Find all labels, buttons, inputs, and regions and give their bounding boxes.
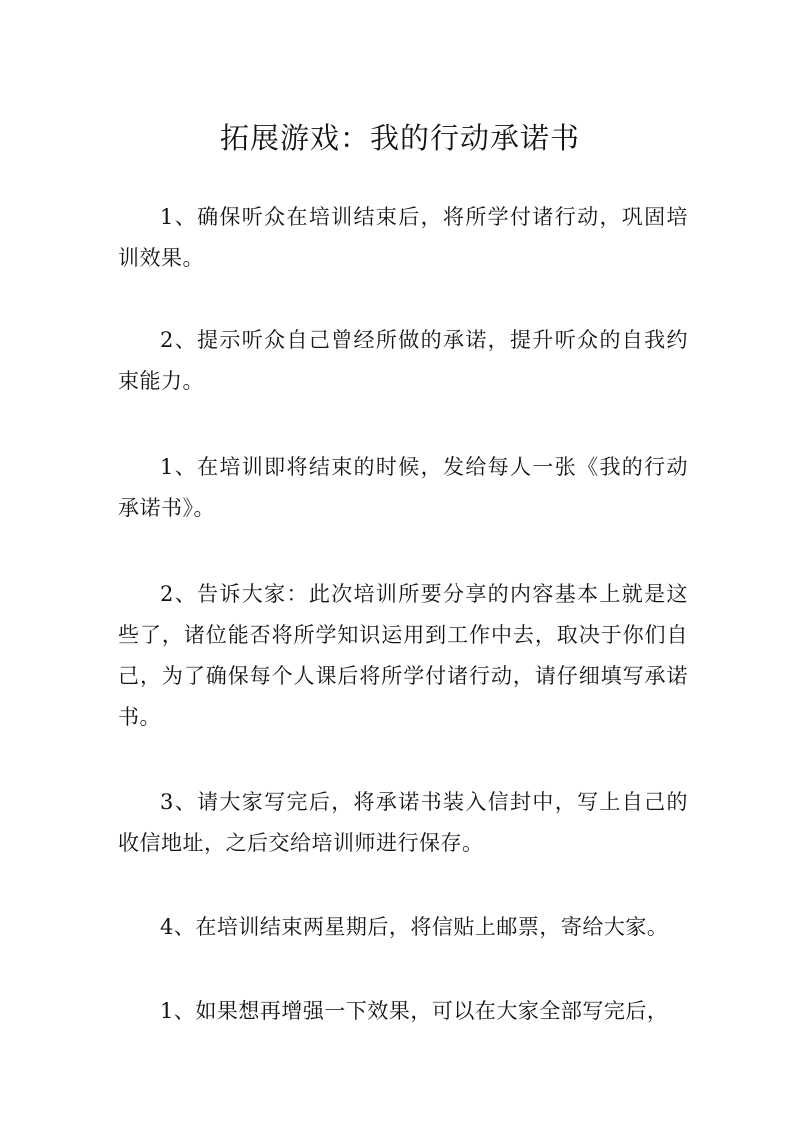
paragraph-tip-1: 1、如果想再增强一下效果，可以在大家全部写完后， — [160, 999, 669, 1023]
document-title: 拓展游戏：我的行动承诺书 — [219, 121, 580, 156]
paragraph-step-2: 2、告诉大家：此次培训所要分享的内容基本上就是这些了，诸位能否将所学知识运用到工作中去，取决于你们自己，为了确保每个人课后将所学付诸行动，请仔细填写承诺书。 — [118, 582, 688, 729]
paragraph-purpose-2: 2、提示听众自己曾经所做的承诺，提升听众的自我约束能力。 — [118, 328, 688, 393]
paragraph-step-4: 4、在培训结束两星期后，将信贴上邮票，寄给大家。 — [160, 915, 669, 939]
paragraph-step-1: 1、在培训即将结束的时候，发给每人一张《我的行动承诺书》。 — [118, 455, 688, 520]
paragraph-purpose-1: 1、确保听众在培训结束后，将所学付诸行动，巩固培训效果。 — [118, 205, 688, 270]
paragraph-step-3: 3、请大家写完后，将承诺书装入信封中，写上自己的收信地址，之后交给培训师进行保存。 — [118, 790, 688, 855]
